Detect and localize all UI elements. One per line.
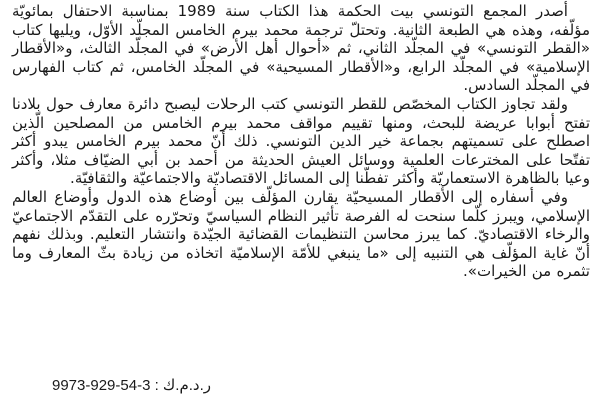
paragraph-publication: أصدر المجمع التونسي بيت الحكمة هذا الكتاب سنة 1989 بمناسبة الاحتفال بمائويّة مؤلّفه، وهذه هي الطبعة الثانية. وتحتلّ ترجمة محمد بيرم الخامس المجلّد الأوّل، ويليها كتاب «القطر التونسي» في المجلّد الثاني، ثم «أحوال أهل الأرض» في المجلّد الثالث، و«الأقطار الإسلامية» في المجلّد الرابع، و«الأقطار المسيحية» في المجلّد الخامس، ثم كتاب الفهارس في المجلّد السادس. bbox=[12, 2, 590, 95]
isbn-number: 9973-929-54-3 bbox=[52, 377, 151, 394]
book-back-cover-text bbox=[12, 2, 590, 398]
paragraph-christian-countries: وفي أسفاره إلى الأقطار المسيحيّة يقارن المؤلّف بين أوضاع هذه الدول وأوضاع العالم الإسلامي، ويبرز كلّما سنحت له الفرصة تأثير النظام السياسيّ وتحرّره على التقدّم الاجتماعيّ والرخاء الاقتصاديّ. كما يبرز محاسن التنظيمات القضائية الجيّدة وانتشار التعليم. وبذلك نفهم أنّ غاية المؤلّف هي التنبيه إلى «ما ينبغي للأمّة الإسلاميّة اتخاذه من زيادة بثّ المعارف وما تثمره من الخيرات». bbox=[12, 187, 590, 281]
paragraph-tunisia-book: ولقد تجاوز الكتاب المخصّص للقطر التونسي كتب الرحلات ليصبح دائرة معارف حول بلادنا تفتح أبوابا عريضة للبحث، ومنها تقييم مواقف محمد بيرم الخامس من المصلحين الّذين اصطلح على تسميتهم بجماعة خير الدين التونسي. ذلك أنّ محمد بيرم الخامس يبدو أكثر تفتّحا على المخترعات العلمية ووسائل العيش الحديثة من أحمد بن أبي الضيّاف مثلا، وأكثر وعيا بالظاهرة الاستعماريّة وأكثر تفطّنا إلى المسائل الاقتصاديّة والاجتماعيّة والثقافيّة. bbox=[12, 94, 590, 188]
isbn-label: ر.د.م.ك : bbox=[154, 377, 212, 394]
isbn-line bbox=[52, 377, 211, 395]
